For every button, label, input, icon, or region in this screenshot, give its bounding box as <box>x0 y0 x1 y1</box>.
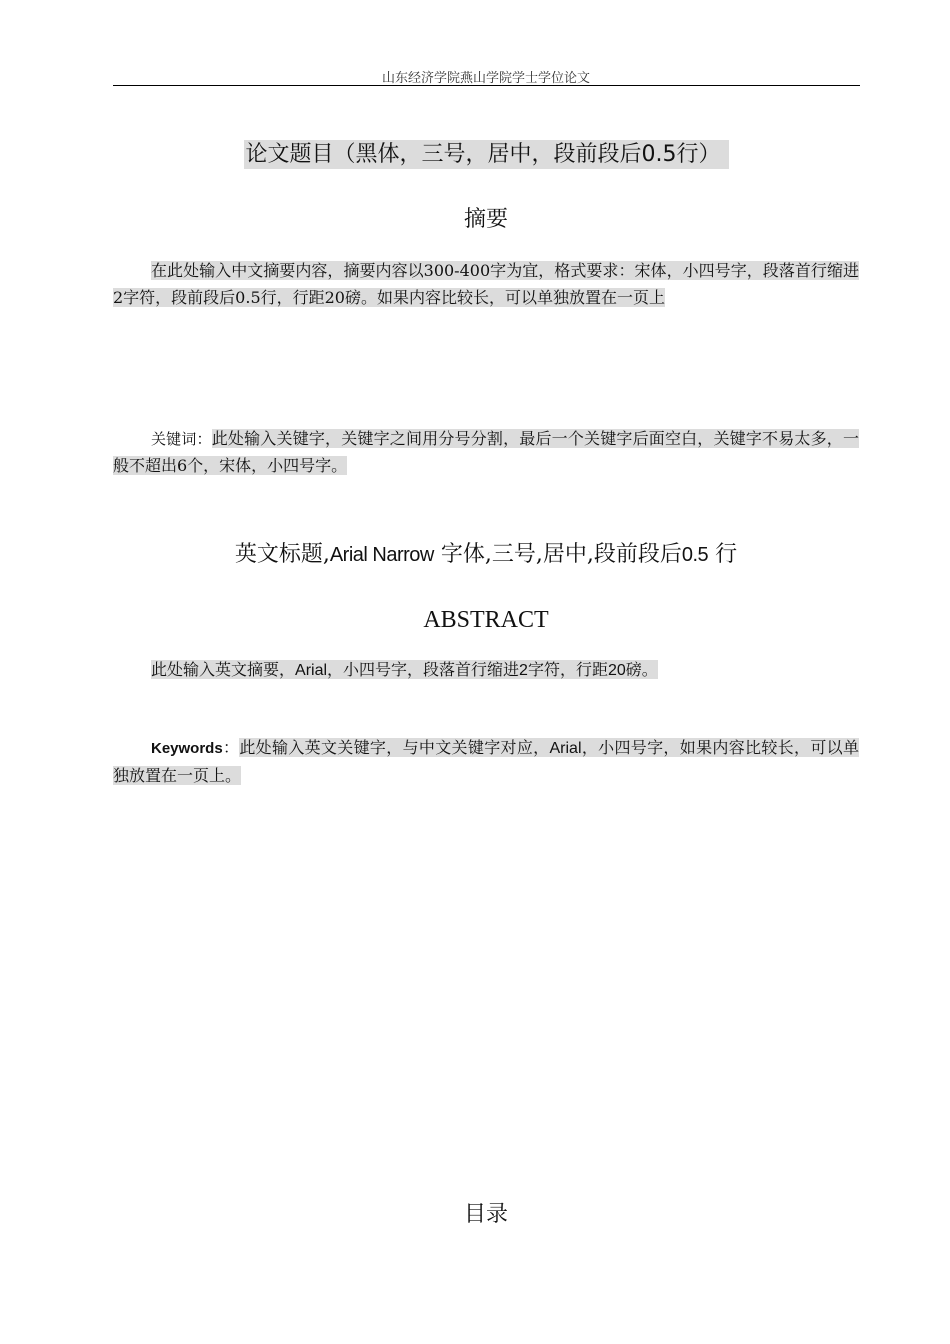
keywords-cn-label: 关键词： <box>151 430 212 448</box>
abstract-en-body2: Arial <box>295 662 328 679</box>
keywords-en-paragraph <box>113 735 859 789</box>
keywords-en-colon: ： <box>222 738 240 757</box>
header-rule <box>113 85 860 86</box>
abstract-en-heading: ABSTRACT <box>423 607 549 633</box>
title-en-part2: Arial Narrow <box>329 544 434 566</box>
keywords-en-label: Keywords <box>151 740 223 757</box>
abstract-cn-heading: 摘要 <box>463 207 508 232</box>
thesis-title-cn-text: 论文题目（黑体，三号，居中，段前段后0.5行） <box>244 140 729 169</box>
title-en-part3: 字体,三号,居中,段前段后 <box>433 542 682 567</box>
abstract-en-body6: 20 <box>607 662 626 679</box>
keywords-en-body1: 此处输入英文关键字，与中文关键字对应， <box>239 738 550 757</box>
keywords-cn-body: 此处输入关键字，关键字之间用分号分割，最后一个关键字后面空白，关键字不易太多，一般不超出6个，宋体，小四号字。 <box>113 429 859 475</box>
abstract-en-body <box>151 660 658 679</box>
abstract-cn-paragraph <box>113 258 859 311</box>
title-en-part1: 英文标题, <box>234 542 330 567</box>
abstract-en-body4: 2 <box>519 662 528 679</box>
keywords-en-body3: ，小四号字，如果内容比较长，可以单独放置在一页上。 <box>113 738 859 785</box>
abstract-en-body3: ，小四号字，段落首行缩进 <box>327 660 520 679</box>
abstract-en-paragraph <box>113 657 859 685</box>
title-en-part5: 行 <box>708 542 738 567</box>
keywords-en-body2: Arial <box>549 740 582 757</box>
abstract-cn-body: 在此处输入中文摘要内容，摘要内容以300-400字为宜，格式要求：宋体，小四号字，段落首行缩进2字符，段前段后0.5行，行距20磅。如果内容比较长，可以单独放置在一页上 <box>113 261 859 307</box>
abstract-en-body5: 字符，行距 <box>527 660 608 679</box>
title-en-part4: 0.5 <box>681 544 709 566</box>
abstract-en-body1: 此处输入英文摘要， <box>151 660 296 679</box>
thesis-title-en <box>113 537 859 573</box>
abstract-en-body7: 磅。 <box>625 660 658 679</box>
running-header: 山东经济学院燕山学院学士学位论文 <box>381 71 590 86</box>
thesis-title-cn <box>113 138 859 172</box>
toc-heading: 目录 <box>463 1202 508 1227</box>
keywords-cn-paragraph <box>113 426 859 479</box>
